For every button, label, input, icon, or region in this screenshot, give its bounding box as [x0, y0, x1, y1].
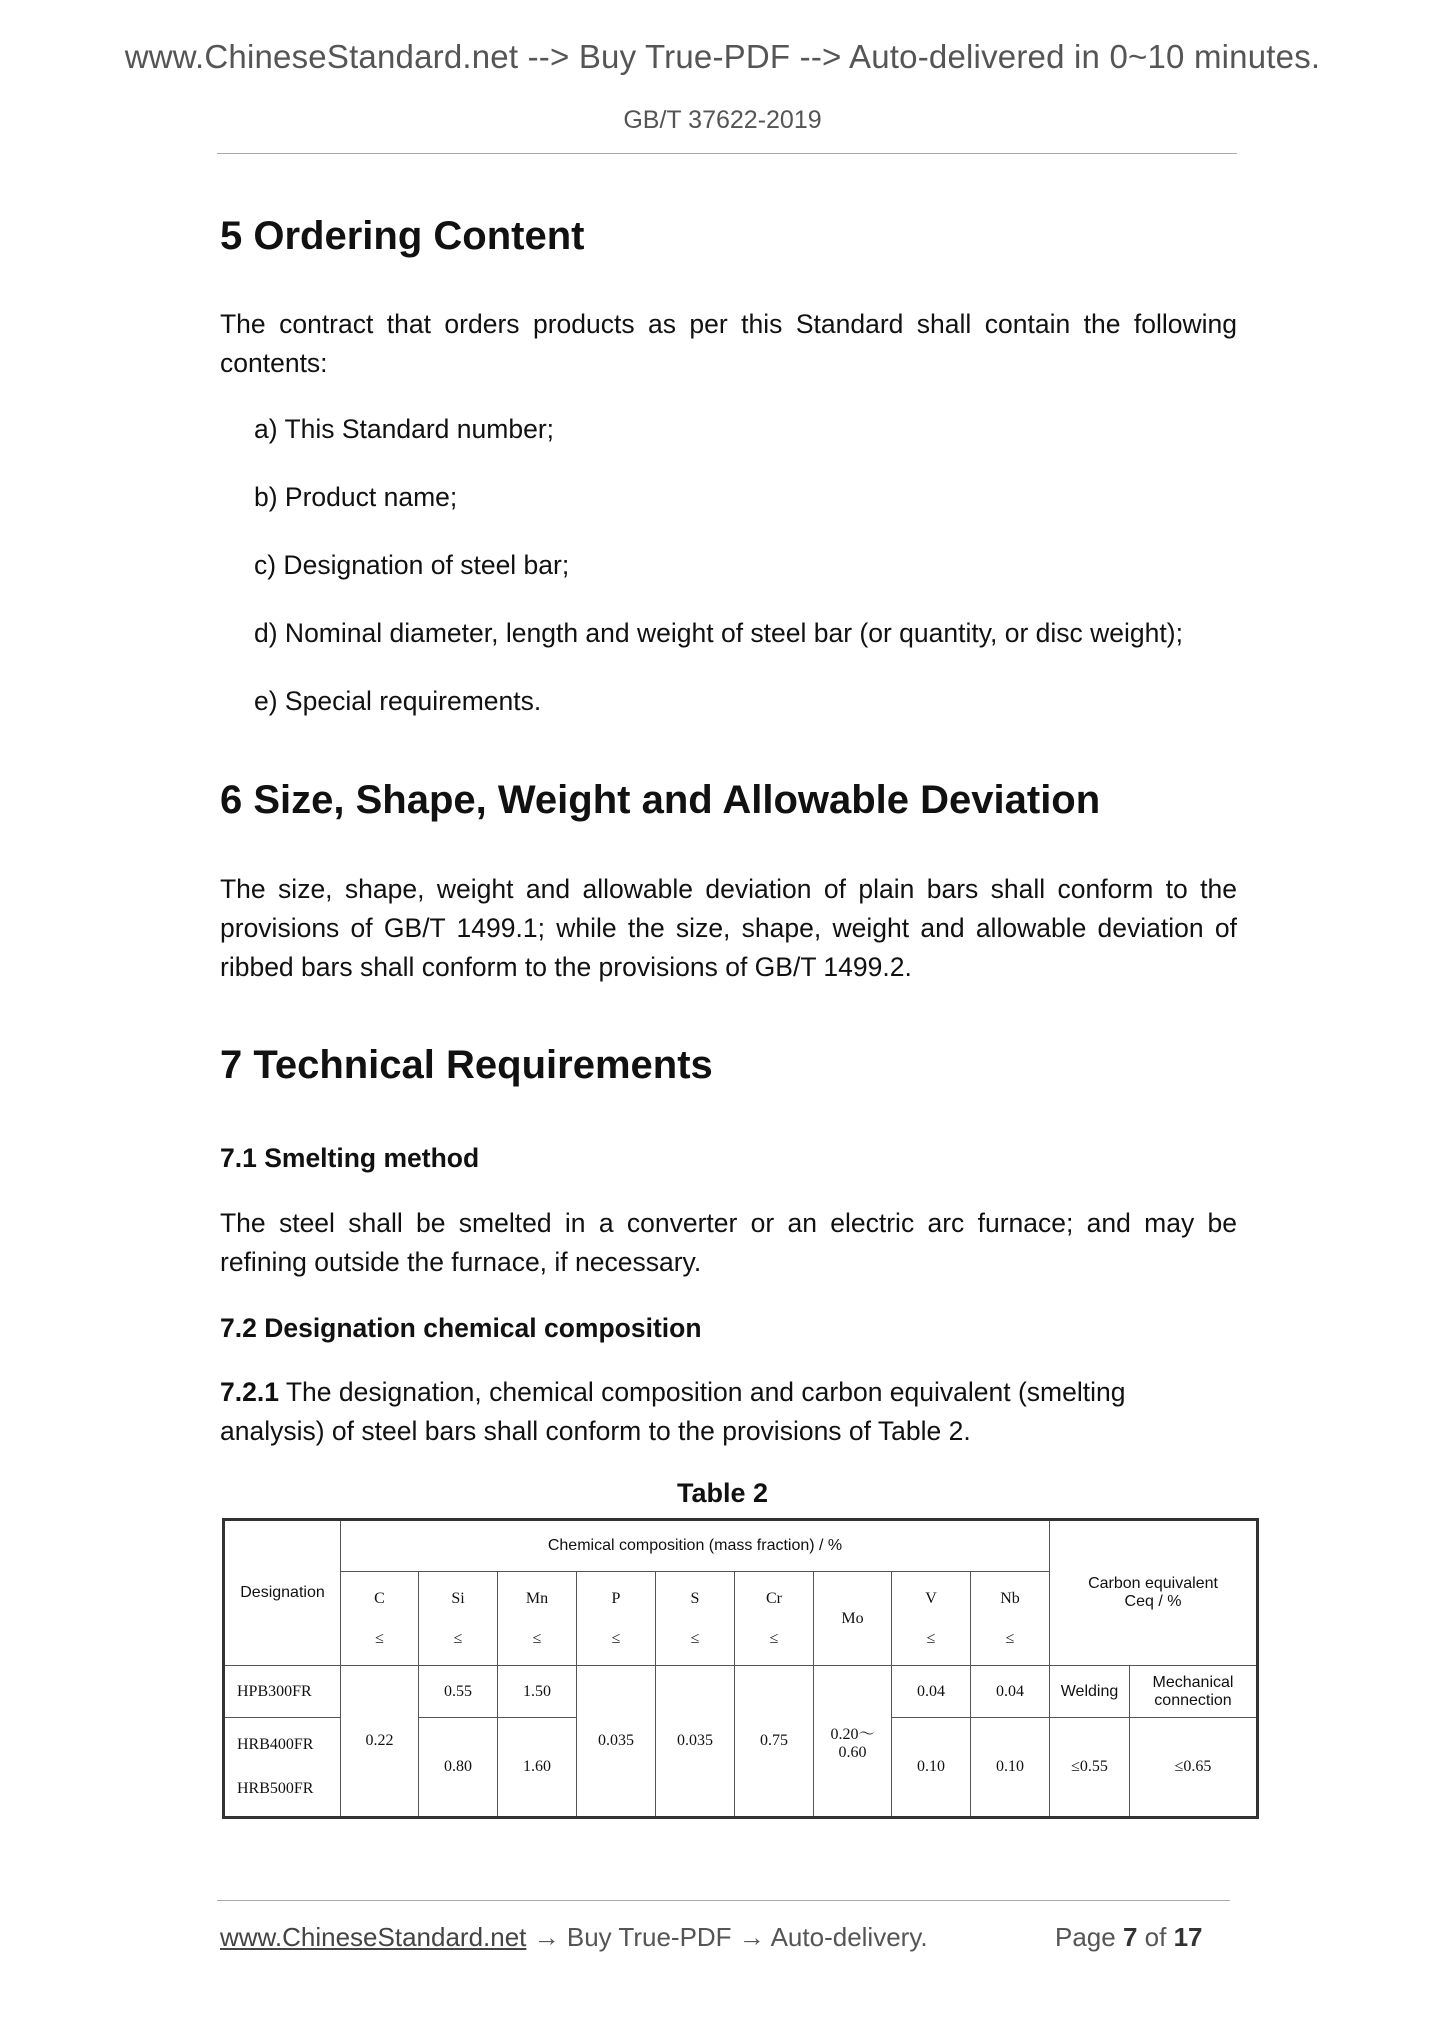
- page-total: 17: [1173, 1922, 1203, 1952]
- page-word: Page: [1055, 1922, 1116, 1952]
- chem-composition-header: Chemical composition (mass fraction) / %: [341, 1520, 1050, 1572]
- page-number: 7: [1122, 1922, 1138, 1952]
- footer-buy: Buy True-PDF: [566, 1922, 732, 1952]
- designation-hrb-group: [224, 1718, 341, 1818]
- element-mo: Mo: [814, 1572, 892, 1666]
- designation-header: Designation: [224, 1520, 341, 1666]
- table-caption: Table 2: [676, 1478, 769, 1508]
- element-mn: Mn ≤: [498, 1572, 577, 1666]
- v-value-hrb: 0.10: [892, 1718, 971, 1818]
- order-item-b: b) Product name;: [254, 482, 458, 512]
- carbon-equivalent-line1: Carbon equivalent: [1088, 1575, 1218, 1592]
- order-item-c: c) Designation of steel bar;: [254, 550, 570, 580]
- footer-text: [220, 1922, 928, 1953]
- of-word: of: [1144, 1922, 1167, 1952]
- section72-title: 7.2 Designation chemical composition: [220, 1313, 702, 1343]
- ceq-welding-value: ≤0.55: [1050, 1718, 1130, 1818]
- section5-title: 5 Ordering Content: [220, 214, 585, 258]
- cr-value: 0.75: [735, 1666, 814, 1818]
- section7-title: 7 Technical Requirements: [220, 1043, 713, 1087]
- si-value-hpb: 0.55: [419, 1666, 498, 1718]
- s-value: 0.035: [656, 1666, 735, 1818]
- section6-body: The size, shape, weight and allowable deviation of plain bars shall conform to the provisions of GB/T 1499.1; while the size, shape, weight and allowable deviation of ribbed bars shall conform to the provisions of GB/T 1499.2.: [220, 874, 1237, 982]
- nb-value-hrb: 0.10: [971, 1718, 1050, 1818]
- chemical-composition-table: [222, 1518, 1259, 1819]
- ceq-mechanical-value: ≤0.65: [1130, 1718, 1258, 1818]
- element-nb: Nb ≤: [971, 1572, 1050, 1666]
- page-indicator: [1055, 1922, 1203, 1953]
- nb-value-hpb: 0.04: [971, 1666, 1050, 1718]
- p-value: 0.035: [577, 1666, 656, 1818]
- element-v: V ≤: [892, 1572, 971, 1666]
- section71-title: 7.1 Smelting method: [220, 1143, 480, 1173]
- doc-number: GB/T 37622-2019: [623, 106, 822, 134]
- footer-auto: Auto-delivery.: [770, 1922, 928, 1952]
- header-banner: www.ChineseStandard.net --> Buy True-PDF --> Auto-delivered in 0~10 minutes.: [124, 38, 1321, 75]
- footer-arrow-2: →: [731, 1922, 771, 1952]
- c-value: 0.22: [341, 1666, 419, 1818]
- carbon-equivalent-line2: Ceq / %: [1124, 1593, 1182, 1610]
- order-item-a: a) This Standard number;: [254, 414, 555, 444]
- section71-body: The steel shall be smelted in a converter or an electric arc furnace; and may be refining outside the furnace, if necessary.: [220, 1208, 1237, 1277]
- designation-hpb300fr: HPB300FR: [224, 1666, 341, 1718]
- clause-number: 7.2.1: [220, 1377, 279, 1407]
- mo-value: 0.20～ 0.60: [814, 1666, 892, 1818]
- element-p: P ≤: [577, 1572, 656, 1666]
- element-c: C ≤: [341, 1572, 419, 1666]
- element-cr: Cr ≤: [735, 1572, 814, 1666]
- header-divider: [217, 153, 1237, 154]
- designation-hrb400fr: HRB400FR: [237, 1736, 314, 1753]
- clause-text: The designation, chemical composition and carbon equivalent (smelting analysis) of steel bars shall conform to the provisions of Table 2.: [220, 1377, 1126, 1446]
- si-value-hrb: 0.80: [419, 1718, 498, 1818]
- section5-intro: The contract that orders products as per this Standard shall contain the following contents:: [220, 309, 1237, 378]
- footer-arrow-1: →: [526, 1922, 567, 1952]
- element-si: Si ≤: [419, 1572, 498, 1666]
- element-s: S ≤: [656, 1572, 735, 1666]
- order-item-d: d) Nominal diameter, length and weight of steel bar (or quantity, or disc weight);: [254, 618, 1183, 648]
- section6-title: 6 Size, Shape, Weight and Allowable Deviation: [220, 778, 1101, 822]
- designation-hrb500fr: HRB500FR: [237, 1780, 314, 1797]
- footer-link[interactable]: www.ChineseStandard.net: [220, 1922, 527, 1952]
- footer-divider: [217, 1900, 1230, 1901]
- v-value-hpb: 0.04: [892, 1666, 971, 1718]
- section721-body: [220, 1373, 1237, 1451]
- order-item-e: e) Special requirements.: [254, 686, 542, 716]
- mechanical-connection-header: Mechanical connection: [1130, 1666, 1258, 1718]
- mn-value-hrb: 1.60: [498, 1718, 577, 1818]
- carbon-equivalent-header: [1050, 1520, 1258, 1666]
- mn-value-hpb: 1.50: [498, 1666, 577, 1718]
- welding-header: Welding: [1050, 1666, 1130, 1718]
